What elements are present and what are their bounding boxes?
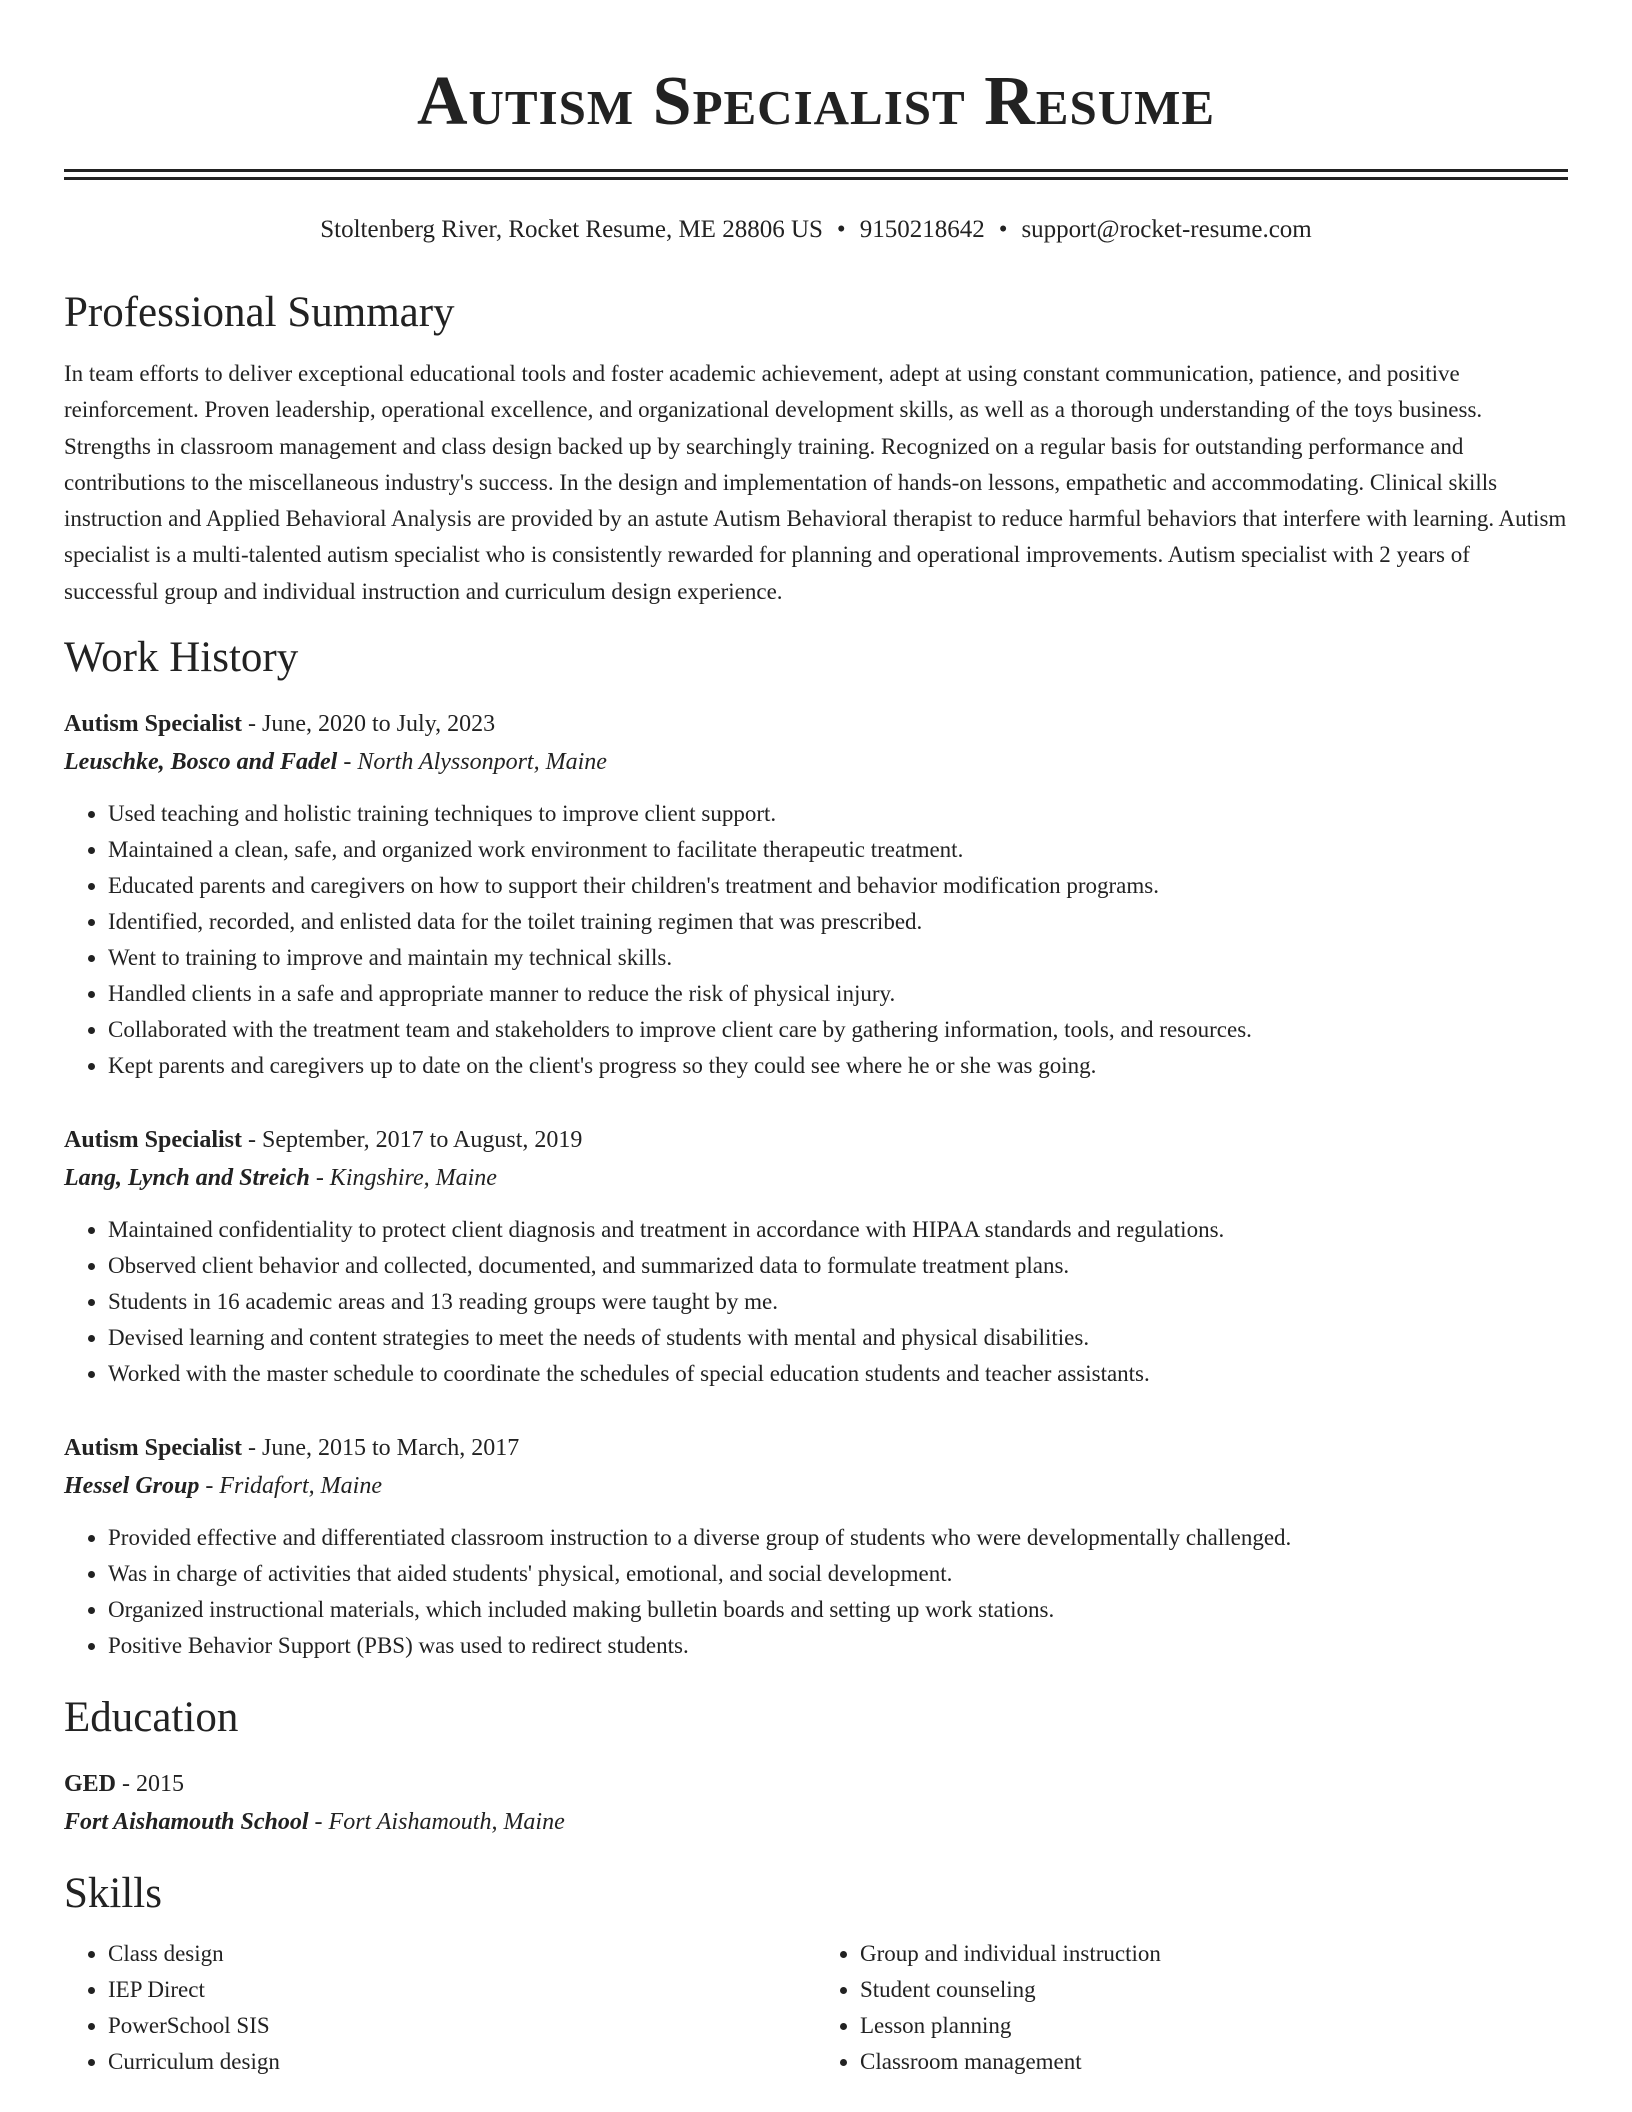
- section-heading-summary: Professional Summary: [64, 289, 455, 336]
- job-role: Autism Specialist: [64, 1127, 243, 1154]
- summary-text: In team efforts to deliver exceptional educational tools and foster academic achievement, adept at using constant communication, patience, and positive reinforcement. Proven leadership, operational excellence, and organizational development skills, as well as a thorough understanding of the toys business. Strengths in classroom management and class design backed up by searchingly training. Recognized on a regular basis for outstanding performance and contributions to the miscellaneous industry's success. In the design and implementation of hands-on lessons, empathetic and accommodating. Clinical skills instruction and Applied Behavioral Analysis are provided by an astute Autism Behavioral therapist to reduce harmful behaviors that interfere with learning. Autism specialist is a multi-talented autism specialist who is consistently rewarded for planning and operational improvements. Autism specialist with 2 years of successful group and individual instruction and curriculum design experience.: [64, 361, 1567, 604]
- contact-separator: •: [998, 216, 1008, 243]
- job-dates: - June, 2020 to July, 2023: [242, 711, 496, 738]
- education-degree-line: [64, 1766, 1568, 1802]
- skill-item: • Curriculum design: [108, 2044, 816, 2080]
- skills-list-right: [816, 1936, 1568, 2080]
- job-bullet: • Positive Behavior Support (PBS) was used to redirect students.: [108, 1628, 1568, 1664]
- education-year: - 2015: [116, 1771, 185, 1798]
- education-degree: GED: [64, 1771, 117, 1798]
- skills-columns: [64, 1936, 1568, 2080]
- section-heading-education: Education: [64, 1694, 239, 1742]
- job-entry: [64, 1430, 1568, 1664]
- contact-phone: 9150218642: [859, 216, 985, 243]
- job-bullet: • Worked with the master schedule to coordinate the schedules of special education students and teacher assistants.: [108, 1356, 1568, 1392]
- job-company: Lang, Lynch and Streich: [64, 1165, 310, 1192]
- job-company: Leuschke, Bosco and Fadel: [64, 749, 338, 776]
- job-entry: [64, 706, 1568, 1084]
- job-bullet: • Maintained confidentiality to protect client diagnosis and treatment in accordance with HIPAA standards and regulations.: [108, 1212, 1568, 1248]
- skill-item: • Student counseling: [860, 1972, 1568, 2008]
- job-bullet: • Students in 16 academic areas and 13 reading groups were taught by me.: [108, 1284, 1568, 1320]
- skill-item: • Classroom management: [860, 2044, 1568, 2080]
- education-entry: [64, 1766, 1568, 1842]
- skills-list-left: [64, 1936, 816, 2080]
- job-bullet: • Provided effective and differentiated classroom instruction to a diverse group of students who were developmentally challenged.: [108, 1520, 1568, 1556]
- skill-item: • Lesson planning: [860, 2008, 1568, 2044]
- job-bullets: [64, 1212, 1568, 1392]
- job-location: - Kingshire, Maine: [309, 1165, 497, 1192]
- job-bullet: • Handled clients in a safe and appropriate manner to reduce the risk of physical injury.: [108, 976, 1568, 1012]
- job-dates: - September, 2017 to August, 2019: [242, 1127, 583, 1154]
- education-school-line: [64, 1802, 1568, 1842]
- section-heading-work-history: Work History: [64, 634, 299, 682]
- skill-item: • IEP Direct: [108, 1972, 816, 2008]
- job-company: Hessel Group: [64, 1473, 200, 1500]
- job-bullet: • Devised learning and content strategies to meet the needs of students with mental and physical disabilities.: [108, 1320, 1568, 1356]
- job-bullet: • Was in charge of activities that aided students' physical, emotional, and social development.: [108, 1556, 1568, 1592]
- job-bullet: • Identified, recorded, and enlisted data for the toilet training regimen that was prescribed.: [108, 904, 1568, 940]
- education-location: - Fort Aishamouth, Maine: [308, 1809, 565, 1836]
- job-title-line: [64, 706, 1568, 742]
- job-company-line: [64, 1158, 1568, 1198]
- job-bullet: • Went to training to improve and maintain my technical skills.: [108, 940, 1568, 976]
- contact-email: support@rocket-resume.com: [1021, 216, 1312, 243]
- contact-address: Stoltenberg River, Rocket Resume, ME 28806 US: [320, 216, 823, 243]
- contact-separator: •: [836, 216, 846, 243]
- job-company-line: [64, 742, 1568, 782]
- job-bullet: • Observed client behavior and collected, documented, and summarized data to formulate treatment plans.: [108, 1248, 1568, 1284]
- job-role: Autism Specialist: [64, 711, 243, 738]
- job-entry: [64, 1122, 1568, 1392]
- job-title-line: [64, 1122, 1568, 1158]
- job-bullet: • Organized instructional materials, which included making bulletin boards and setting up work stations.: [108, 1592, 1568, 1628]
- section-heading-skills: Skills: [64, 1870, 162, 1918]
- job-location: - North Alyssonport, Maine: [337, 749, 607, 776]
- job-company-line: [64, 1466, 1568, 1506]
- job-bullets: [64, 1520, 1568, 1664]
- job-bullet: • Used teaching and holistic training techniques to improve client support.: [108, 796, 1568, 832]
- contact-line: [64, 213, 1568, 247]
- job-bullet: • Kept parents and caregivers up to date on the client's progress so they could see where he or she was going.: [108, 1048, 1568, 1084]
- resume-title: Autism Specialist Resume: [416, 63, 1216, 140]
- job-bullets: [64, 796, 1568, 1084]
- skill-item: • Group and individual instruction: [860, 1936, 1568, 1972]
- job-dates: - June, 2015 to March, 2017: [242, 1435, 520, 1462]
- job-bullet: • Maintained a clean, safe, and organized work environment to facilitate therapeutic treatment.: [108, 832, 1568, 868]
- job-title-line: [64, 1430, 1568, 1466]
- title-double-rule: [64, 169, 1568, 180]
- job-role: Autism Specialist: [64, 1435, 243, 1462]
- job-bullet: • Educated parents and caregivers on how to support their children's treatment and behavior modification programs.: [108, 868, 1568, 904]
- education-school: Fort Aishamouth School: [64, 1809, 309, 1836]
- job-location: - Fridafort, Maine: [199, 1473, 382, 1500]
- job-bullet: • Collaborated with the treatment team and stakeholders to improve client care by gathering information, tools, and resources.: [108, 1012, 1568, 1048]
- skill-item: • PowerSchool SIS: [108, 2008, 816, 2044]
- skill-item: • Class design: [108, 1936, 816, 1972]
